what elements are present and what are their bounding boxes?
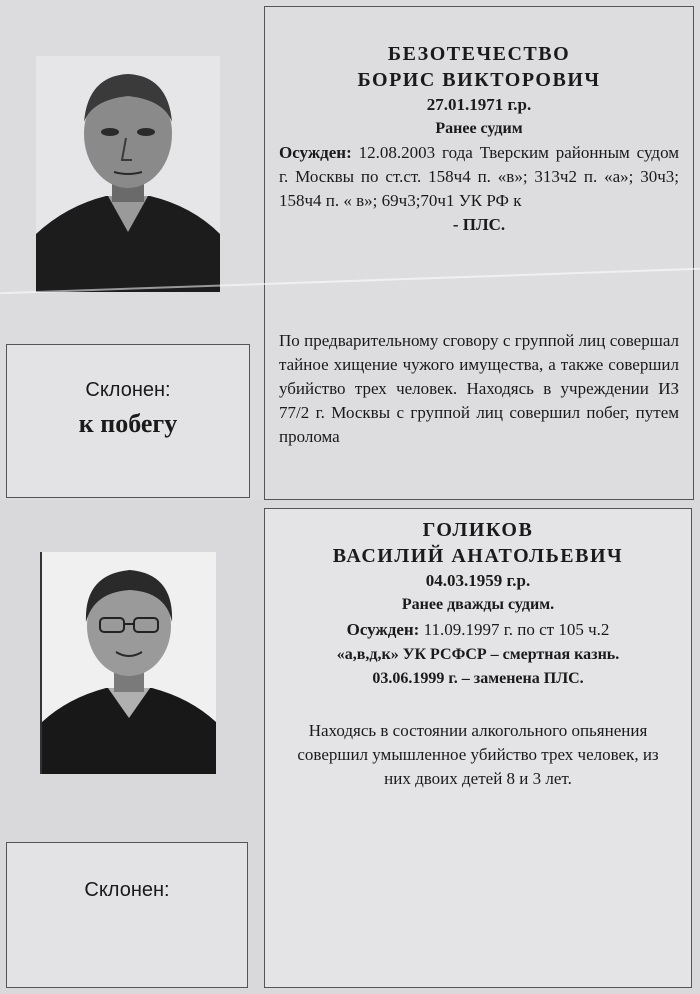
- conviction: [279, 141, 679, 213]
- sentence-commuted: 03.06.1999 г. – заменена ПЛС.: [372, 670, 584, 687]
- conviction-text: 12.08.2003 года Тверским районным судом г. Москвы по ст.ст. 158ч4 п. «в»; 313ч2 п. «а»; 30ч3; 158ч4 п. « в»; 69ч3;70ч1 УК РФ к: [279, 143, 680, 210]
- birth-date: 27.01.1971 г.р.: [426, 95, 532, 114]
- portrait-2-image: [42, 552, 216, 774]
- conviction: [277, 617, 679, 643]
- portrait-1-image: [36, 56, 220, 292]
- info-box-2: [264, 508, 692, 988]
- conviction-text: 11.09.1997 г. по ст 105 ч.2: [423, 620, 610, 639]
- crime-description: По предварительному сговору с группой лиц совершал тайное хищение чужого имущества, а также совершил убийство трех человек. Находясь в учреждении ИЗ 77/2 г. Москвы с группой лиц совершил побег, путем пролома: [279, 331, 679, 446]
- inclination-box-1: [6, 344, 250, 498]
- inclined-label: Склонен:: [84, 879, 170, 901]
- crime-description: Находясь в состоянии алкогольного опьянения совершил умышленное убийство трех человек, из них двоих детей 8 и 3 лет.: [297, 721, 659, 788]
- inclined-label: Склонен:: [85, 379, 171, 401]
- portrait-photo-2: [40, 552, 216, 774]
- birth-date: 04.03.1959 г.р.: [425, 571, 531, 590]
- surname: ГОЛИКОВ: [422, 519, 534, 541]
- given-name: БОРИС ВИКТОРОВИЧ: [357, 69, 601, 91]
- portrait-photo-1: [36, 56, 220, 292]
- info-box-1: [264, 6, 694, 500]
- inclination-box-2: [6, 842, 248, 988]
- conviction-articles: «а,в,д,к» УК РСФСР – смертная казнь.: [336, 646, 620, 663]
- criminal-record: Ранее судим: [435, 120, 523, 137]
- criminal-record: Ранее дважды судим.: [401, 596, 555, 613]
- convicted-label: Осужден:: [279, 143, 352, 162]
- convicted-label: Осужден:: [346, 620, 420, 639]
- surname: БЕЗОТЕЧЕСТВО: [387, 43, 571, 65]
- card-2: [0, 500, 700, 994]
- given-name: ВАСИЛИЙ АНАТОЛЬЕВИЧ: [332, 545, 624, 567]
- sentence: - ПЛС.: [452, 215, 506, 234]
- inclined-value: к побегу: [78, 409, 178, 438]
